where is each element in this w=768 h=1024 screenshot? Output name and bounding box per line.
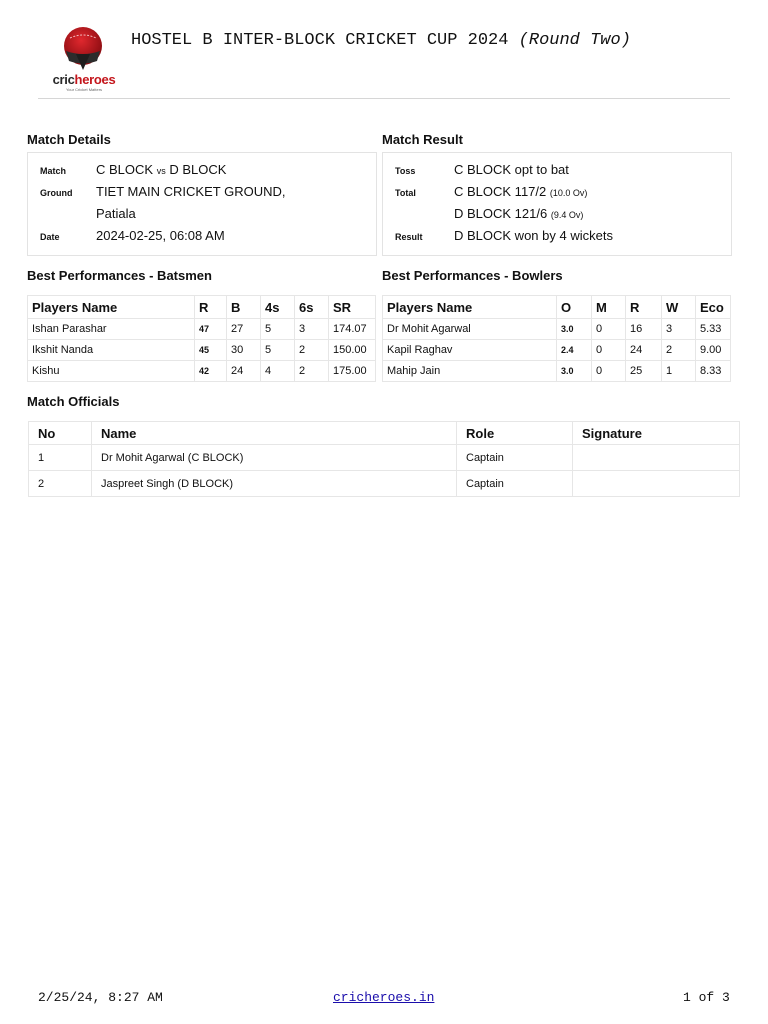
economy: 9.00 <box>696 340 731 361</box>
column-header: 6s <box>295 296 329 319</box>
logo-tagline: Your Cricket Matters <box>65 87 103 92</box>
sixes: 2 <box>295 340 329 361</box>
economy: 5.33 <box>696 319 731 340</box>
match-value: C BLOCK vs D BLOCK <box>96 162 227 177</box>
fours: 4 <box>261 361 295 382</box>
column-header: 4s <box>261 296 295 319</box>
match-key: Match <box>40 166 67 176</box>
runs-conceded: 25 <box>626 361 662 382</box>
match-result-heading: Match Result <box>382 132 463 147</box>
print-datetime: 2/25/24, 8:27 AM <box>38 990 163 1005</box>
fours: 5 <box>261 319 295 340</box>
table-row <box>29 445 740 471</box>
match-row <box>28 160 376 182</box>
batsmen-heading: Best Performances - Batsmen <box>27 268 212 283</box>
total-row-2 <box>383 204 731 226</box>
column-header: Role <box>457 422 573 445</box>
bowlers-heading: Best Performances - Bowlers <box>382 268 563 283</box>
official-name: Jaspreet Singh (D BLOCK) <box>92 471 457 497</box>
match-details-box <box>27 152 377 256</box>
player-name: Ikshit Nanda <box>28 340 195 361</box>
column-header: M <box>592 296 626 319</box>
page-number: 1 of 3 <box>683 990 730 1005</box>
official-role: Captain <box>457 445 573 471</box>
runs: 45 <box>195 340 227 361</box>
ground-value: TIET MAIN CRICKET GROUND, <box>96 184 286 199</box>
bowlers-table <box>382 295 731 382</box>
column-header: Players Name <box>28 296 195 319</box>
table-row <box>28 340 376 361</box>
toss-value: C BLOCK opt to bat <box>454 162 569 177</box>
player-name: Dr Mohit Agarwal <box>383 319 557 340</box>
table-header-row <box>29 422 740 445</box>
helmet-ball-icon <box>42 24 126 74</box>
column-header: Signature <box>573 422 740 445</box>
table-header-row <box>383 296 731 319</box>
sixes: 2 <box>295 361 329 382</box>
cricheroes-link[interactable]: cricheroes.in <box>333 990 435 1005</box>
maidens: 0 <box>592 340 626 361</box>
column-header: Players Name <box>383 296 557 319</box>
table-header-row <box>28 296 376 319</box>
balls: 24 <box>227 361 261 382</box>
result-key: Result <box>395 232 423 242</box>
table-row <box>28 319 376 340</box>
column-header: O <box>557 296 592 319</box>
date-value: 2024-02-25, 06:08 AM <box>96 228 225 243</box>
result-value: D BLOCK won by 4 wickets <box>454 228 613 243</box>
overs: 3.0 <box>557 361 592 382</box>
cricheroes-logo <box>42 24 122 90</box>
ground-row <box>28 182 376 204</box>
match-details-heading: Match Details <box>27 132 111 147</box>
result-row <box>383 226 731 248</box>
signature-cell <box>573 445 740 471</box>
total-row <box>383 182 731 204</box>
column-header: B <box>227 296 261 319</box>
table-row <box>29 471 740 497</box>
table-row <box>383 361 731 382</box>
ground-row-2 <box>28 204 376 226</box>
strike-rate: 150.00 <box>329 340 376 361</box>
toss-row <box>383 160 731 182</box>
runs: 47 <box>195 319 227 340</box>
column-header: SR <box>329 296 376 319</box>
match-result-box <box>382 152 732 256</box>
runs-conceded: 24 <box>626 340 662 361</box>
strike-rate: 175.00 <box>329 361 376 382</box>
strike-rate: 174.07 <box>329 319 376 340</box>
officials-table <box>28 421 740 497</box>
tournament-title: HOSTEL B INTER-BLOCK CRICKET CUP 2024 (Round Two) <box>131 31 631 50</box>
table-row <box>28 361 376 382</box>
overs: 2.4 <box>557 340 592 361</box>
footer-link-wrap <box>333 990 434 1005</box>
fours: 5 <box>261 340 295 361</box>
column-header: Eco <box>696 296 731 319</box>
column-header: Name <box>92 422 457 445</box>
total-value-2: D BLOCK 121/6 (9.4 Ov) <box>454 206 584 221</box>
total-key: Total <box>395 188 416 198</box>
round-label: (Round Two) <box>518 31 631 50</box>
column-header: R <box>195 296 227 319</box>
sixes: 3 <box>295 319 329 340</box>
total-value-1: C BLOCK 117/2 (10.0 Ov) <box>454 184 588 199</box>
economy: 8.33 <box>696 361 731 382</box>
overs: 3.0 <box>557 319 592 340</box>
page-header <box>38 20 730 99</box>
wickets: 2 <box>662 340 696 361</box>
balls: 30 <box>227 340 261 361</box>
ground-key: Ground <box>40 188 73 198</box>
date-key: Date <box>40 232 60 242</box>
player-name: Kapil Raghav <box>383 340 557 361</box>
logo-wordmark: cricheroes <box>52 72 116 87</box>
signature-cell <box>573 471 740 497</box>
official-no: 1 <box>29 445 92 471</box>
wickets: 3 <box>662 319 696 340</box>
ground-city: Patiala <box>96 206 136 221</box>
player-name: Ishan Parashar <box>28 319 195 340</box>
runs: 42 <box>195 361 227 382</box>
date-row <box>28 226 376 248</box>
player-name: Mahip Jain <box>383 361 557 382</box>
official-name: Dr Mohit Agarwal (C BLOCK) <box>92 445 457 471</box>
balls: 27 <box>227 319 261 340</box>
maidens: 0 <box>592 361 626 382</box>
official-no: 2 <box>29 471 92 497</box>
player-name: Kishu <box>28 361 195 382</box>
officials-heading: Match Officials <box>27 394 120 409</box>
wickets: 1 <box>662 361 696 382</box>
column-header: No <box>29 422 92 445</box>
column-header: R <box>626 296 662 319</box>
table-row <box>383 319 731 340</box>
table-row <box>383 340 731 361</box>
toss-key: Toss <box>395 166 416 176</box>
official-role: Captain <box>457 471 573 497</box>
runs-conceded: 16 <box>626 319 662 340</box>
maidens: 0 <box>592 319 626 340</box>
column-header: W <box>662 296 696 319</box>
batsmen-table <box>27 295 376 382</box>
